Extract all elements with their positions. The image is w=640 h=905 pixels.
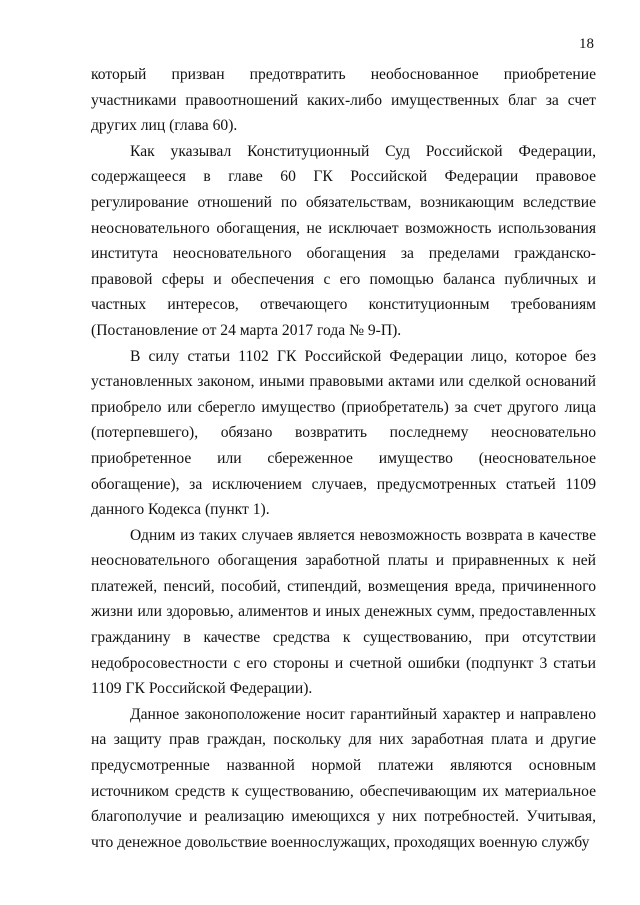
paragraph-5: Данное законоположение носит гарантийный характер и направлено на защиту прав граждан, поскольку для них заработная плата и другие предусмотренные названной нормой платежи являются основным источником средств к существованию, обеспечивающим их материальное благополучие и реализацию имеющихся у них потребностей. Учитывая, что денежное довольствие военнослужащих, проходящих военную службу [91,705,596,851]
paragraph-4: Одним из таких случаев является невозможность возврата в качестве неосновательного обогащения заработной платы и приравненных к ней платежей, пенсий, пособий, стипендий, возмещения вреда, причиненного жизни или здоровью, алиментов и иных денежных сумм, предоставленных гражданину в качестве средства к существованию, при отсутствии недобросовестности с его стороны и счетной ошибки (подпункт 3 статьи 1109 ГК Российской Федерации). [91,526,596,698]
paragraph-3: В силу статьи 1102 ГК Российской Федерации лицо, которое без установленных законом, иными правовыми актами или сделкой оснований приобрело или сберегло имущество (приобретатель) за счет другого лица (потерпевшего), обязано возвратить последнему неосновательно приобретенное или сбереженное имущество (неосновательное обогащение), за исключением случаев, предусмотренных статьей 1109 данного Кодекса (пункт 1). [91,347,596,519]
paragraph-1: который призван предотвратить необоснованное приобретение участниками правоотношений каких-либо имущественных благ за счет других лиц (глава 60). [91,66,596,135]
document-body [91,62,596,855]
page-number: 18 [579,36,594,52]
paragraph-2: Как указывал Конституционный Суд Российской Федерации, содержащееся в главе 60 ГК Российской Федерации правовое регулирование отношений по обязательствам, возникающим вследствие неосновательного обогащения, не исключает возможность использования института неосновательного обогащения за пределами гражданско-правовой сферы и обеспечения с его помощью баланса публичных и частных интересов, отвечающего конституционным требованиям (Постановление от 24 марта 2017 года № 9-П). [91,142,596,339]
